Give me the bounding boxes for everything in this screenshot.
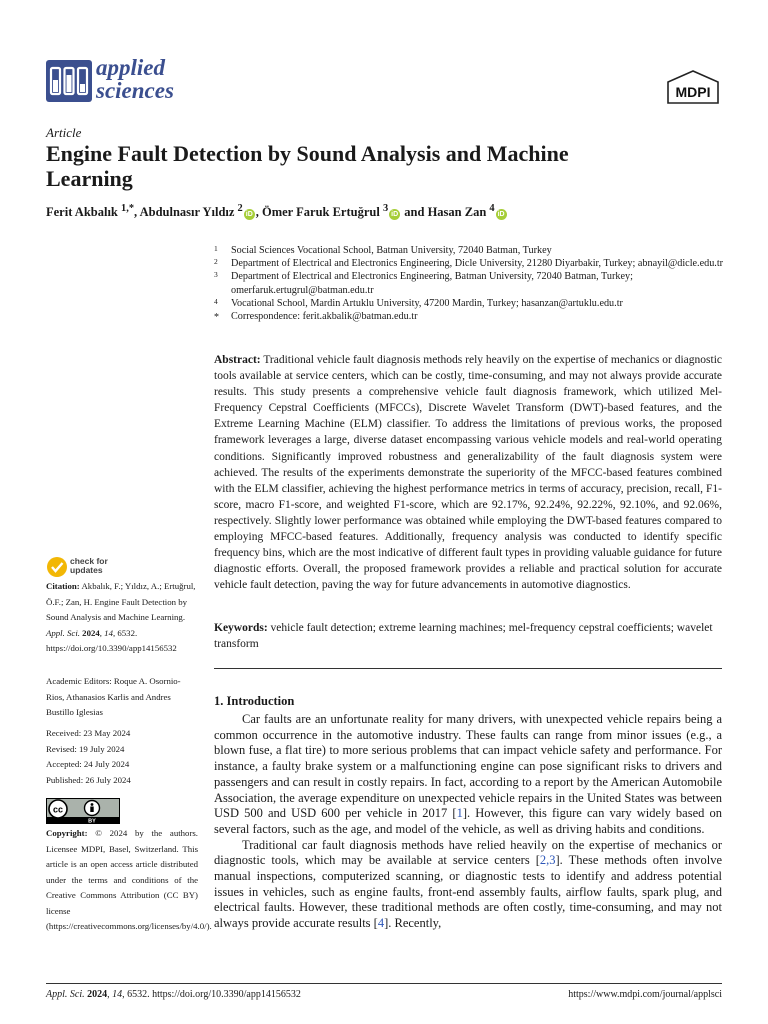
affiliation-item bbox=[214, 310, 724, 323]
affiliation-mark: 3 bbox=[214, 270, 218, 280]
footer-divider bbox=[46, 983, 722, 984]
citation-volume: 14 bbox=[104, 627, 113, 638]
citation-block: Citation: Akbalık, F.; Yıldız, A.; Ertuğrul, Ö.F.; Zan, H. Engine Fault Detection by Sound Analysis and Machine Learning. Appl. Sci. 2024, 14, 6532. https://doi.org/10.3390/app14156532 bbox=[46, 581, 196, 653]
paragraph-text: ]. Recently, bbox=[384, 916, 442, 931]
keywords bbox=[214, 620, 722, 652]
academic-editors: Academic Editors: Roque A. Osornio-Rios, Athanasios Karlis and Andres Bustillo Iglesias bbox=[46, 676, 181, 717]
author-name: Abdulnasır Yıldız bbox=[139, 205, 235, 220]
affiliation-mark: 4 bbox=[214, 296, 218, 306]
affiliation-text: Social Sciences Vocational School, Batman University, 72040 Batman, Turkey bbox=[231, 245, 552, 256]
paragraph-text: ]. These methods often involve manual inspections, computerized scanning, or diagnostic tests to identify and address potential issues in vehicles, such as engine faults, front-end assembly faults, airflow faults, spark plug, and electrical faults. However, these traditional methods are often costly, time-consuming, and may not always provide accurate results [ bbox=[214, 853, 722, 931]
citation-link[interactable]: 1 bbox=[456, 806, 463, 821]
paragraph-text: Car faults are an unfortunate reality for many drivers, with unexpected vehicle repairs being a common occurrence in the automotive industry. These faults can range from minor issues (e.g., a blown fuse, a flat tire) to more serious problems that can impact vehicle safety and performance. For instance, a faulty brake system or a malfunctioning engine can pose significant risks to drivers and passengers and can result in costly repairs. In fact, according to a report by the American Automobile Association, the average expenditure on unexpected vehicle repairs in the United States was between USD 500 and USD 600 per vehicle in 2017 [ bbox=[214, 712, 722, 821]
affiliation-text: Vocational School, Mardin Artuklu University, 47200 Mardin, Turkey; hasanzan@artuklu.edu.tr bbox=[231, 297, 623, 309]
affiliation-text: Department of Electrical and Electronics Engineering, Dicle University, 21280 Diyarbakir, Turkey; abnayil@dicle.edu.tr bbox=[231, 258, 724, 270]
affiliation-mark: 1 bbox=[214, 244, 218, 253]
citation-doi[interactable]: 6532. https://doi.org/10.3390/app14156532 bbox=[46, 627, 177, 653]
affiliation-text: Department of Electrical and Electronics Engineering, Batman University, 72040 Batman, Turkey; omerfaruk.ertugrul@batman.edu.tr bbox=[231, 271, 633, 296]
citation-text: Akbalık, F.; Yıldız, A.; Ertuğrul, Ö.F.; Zan, H. Engine Fault Detection by Sound Analysis and Machine Learning. bbox=[46, 581, 196, 622]
journal-logo-icon bbox=[46, 60, 92, 102]
keywords-label: Keywords: bbox=[214, 622, 268, 634]
cc-by-license-icon[interactable] bbox=[46, 798, 120, 824]
citation-link[interactable]: 2,3 bbox=[539, 853, 556, 868]
citation-year: 2024 bbox=[82, 627, 100, 638]
affiliation-item bbox=[214, 244, 724, 257]
keywords-text: vehicle fault detection; extreme learning machines; mel-frequency cepstral coefficients; wavelet transform bbox=[214, 622, 713, 651]
author-affiliation-mark: 3 bbox=[382, 203, 389, 214]
paragraph bbox=[214, 838, 722, 932]
introduction-body bbox=[214, 712, 722, 932]
author-name: Hasan Zan bbox=[427, 205, 487, 220]
mdpi-logo-icon bbox=[666, 70, 720, 104]
publisher-name: MDPI bbox=[675, 84, 711, 100]
article-title: Engine Fault Detection by Sound Analysis and Machine Learning bbox=[46, 141, 569, 191]
section-heading: 1. Introduction bbox=[214, 694, 295, 708]
copyright-text: © 2024 by the authors. Licensee MDPI, Basel, Switzerland. This article is an open access article distributed under the terms and conditions of the Creative Commons Attribution (CC BY) license (https://creativecommons.org/licenses/by/4.0/). bbox=[46, 828, 212, 931]
article-type: Article bbox=[46, 125, 82, 140]
copyright-label: Copyright: bbox=[46, 828, 88, 838]
abstract bbox=[214, 352, 722, 593]
abstract-label: Abstract: bbox=[214, 354, 261, 366]
affiliation-item bbox=[214, 270, 724, 296]
journal-name-line2: sciences bbox=[96, 78, 174, 103]
orcid-icon[interactable]: iD bbox=[245, 211, 253, 219]
citation-journal: Appl. Sci. bbox=[46, 627, 80, 638]
orcid-icon[interactable]: iD bbox=[391, 211, 399, 219]
check-for-updates-label[interactable] bbox=[70, 557, 108, 575]
check-for-updates-line1: check for bbox=[70, 556, 108, 566]
footer-journal: Appl. Sci. bbox=[46, 989, 85, 1000]
footer-doi[interactable]: 6532. https://doi.org/10.3390/app14156532 bbox=[127, 989, 301, 1000]
publication-dates bbox=[46, 726, 198, 788]
author-list: Ferit Akbalık $^{1,*}$, Abdulnasır Yıldız $^2$iD , Ömer Faruk Ertuğrul $^3$iD and Hasan Zan $^4$iD bbox=[46, 203, 505, 220]
author-name: Ferit Akbalık bbox=[46, 205, 118, 220]
paragraph-text: ]. However, this figure can vary widely based on several factors, such as the age, and model of the vehicle, as well as driving habits and conditions. bbox=[214, 806, 723, 836]
journal-name bbox=[96, 56, 174, 102]
affiliation-list bbox=[214, 244, 724, 323]
section-divider bbox=[214, 668, 722, 669]
abstract-text: Traditional vehicle fault diagnosis methods rely heavily on the expertise of mechanics or diagnostic tools available at service centers, which can be costly, time-consuming, and may not always provide accurate results. This study presents a comprehensive vehicle fault diagnosis framework, which utilized Mel-Frequency Cepstral Coefficients (MFCCs), Discrete Wavelet Transform (DWT)-based features, and the Extreme Learning Machine (ELM) classifier. To address the limitations of previous works, the proposed framework leverages a large, diverse dataset encompassing various vehicle models and real-world operating conditions. Significantly improved robustness and generalizability of the fault diagnosis system were achieved. The results of the experiments demonstrate the superiority of the MFCC-based features combined with the ELM classifier, achieving the highest performance metrics in terms of accuracy, precision, recall, F1-score, macro F1-score, and weighted F1-score, which are 92.17%, 92.24%, 92.22%, 92.10%, and 92.06%, respectively. Slightly lower performance was obtained while employing the DWT-based features compared to employing MFCC-based features. Additionally, frequency analysis was conducted to identify specific frequency bins, which are the most indicative of different fault types in providing valuable guidance for future diagnostic efforts. Overall, the proposed framework provides a reliable and practical solution for accurate vehicle fault detection, paving the way for future advancements in automotive diagnostics. bbox=[214, 354, 722, 592]
citation-link[interactable]: 4 bbox=[377, 916, 385, 931]
paragraph bbox=[214, 712, 722, 838]
author-affiliation-mark: 2 bbox=[237, 203, 243, 214]
date-revised: Revised: 19 July 2024 bbox=[46, 743, 125, 754]
footer-journal-url[interactable]: https://www.mdpi.com/journal/applsci bbox=[568, 989, 722, 1000]
affiliation-item bbox=[214, 297, 724, 310]
author-name: Ömer Faruk Ertuğrul bbox=[262, 205, 380, 220]
journal-name-line1: applied bbox=[96, 55, 165, 80]
paragraph-text: Traditional car fault diagnosis methods have relied heavily on the expertise of mechanics or diagnostic tools, which may be available at service centers [ bbox=[214, 837, 722, 868]
check-for-updates-line2: updates bbox=[70, 565, 103, 575]
citation-label: Citation: bbox=[46, 581, 80, 591]
footer-volume: 14 bbox=[112, 989, 123, 1000]
orcid-icon[interactable]: iD bbox=[497, 211, 505, 219]
affiliation-mark: 2 bbox=[214, 257, 218, 267]
date-published: Published: 26 July 2024 bbox=[46, 774, 131, 785]
cc-by-label: BY bbox=[88, 818, 96, 824]
author-affiliation-mark: 4 bbox=[489, 203, 495, 214]
footer-year: 2024 bbox=[87, 989, 108, 1000]
affiliation-item bbox=[214, 257, 724, 270]
copyright-block bbox=[46, 826, 212, 935]
correspondence-text: Correspondence: ferit.akbalik@batman.edu.tr bbox=[231, 311, 418, 323]
date-received: Received: 23 May 2024 bbox=[46, 728, 131, 738]
author-affiliation-mark: 1,* bbox=[121, 203, 135, 214]
affiliation-mark: * bbox=[214, 312, 219, 324]
footer-citation: Appl. Sci. 2024, 14, 6532. https://doi.org/10.3390/app14156532 bbox=[46, 989, 301, 1000]
date-accepted: Accepted: 24 July 2024 bbox=[46, 759, 130, 769]
svg-text:cc: cc bbox=[52, 804, 64, 815]
